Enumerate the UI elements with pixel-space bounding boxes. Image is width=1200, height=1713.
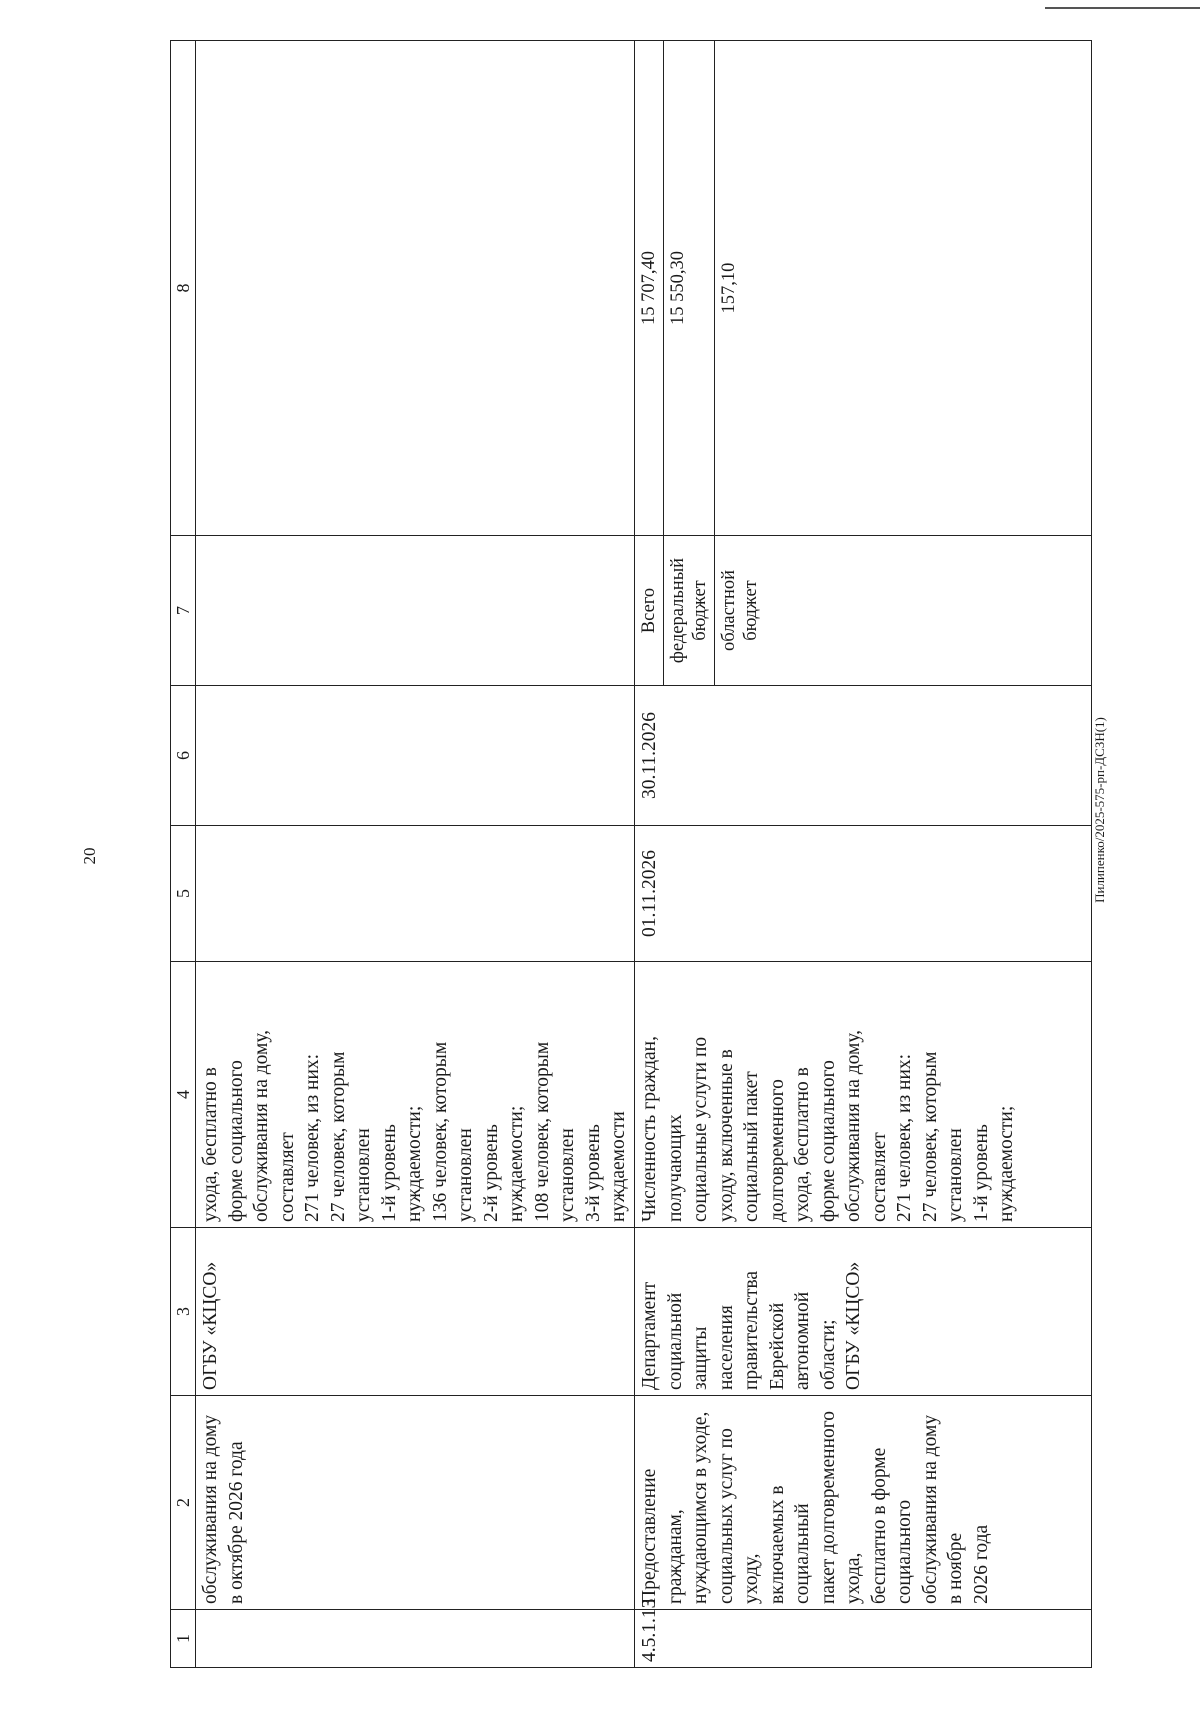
item-number-cell: 4.5.1.13: [635, 1610, 1092, 1668]
column-number: 5: [171, 826, 196, 962]
funding-source-cell: [196, 536, 635, 686]
funding-amount: 15 550,30: [664, 41, 715, 535]
page-number: 20: [80, 847, 99, 865]
end-date-cell: [196, 686, 635, 826]
funding-amount: 15 707,40: [639, 251, 659, 325]
result-cell: Численность граждан, получающих социальные услуги по уходу, включенные в социальный пакет долговременного ухода, бесплатно в форме социального обслуживания на дому, составляет 271 человек, из них: 27 человек, которым установлен 1-й уровень нуждаемости;: [635, 962, 1092, 1228]
column-number: 3: [171, 1228, 196, 1396]
funding-source: федеральный бюджет: [664, 536, 715, 685]
start-date-cell: [196, 826, 635, 962]
column-number-row: [171, 41, 196, 1668]
activity-name-cell: обслуживания на дому в октябре 2026 года: [196, 1396, 635, 1610]
plan-table: [170, 40, 1092, 1668]
table-row-continued: [196, 41, 635, 1668]
column-number: 1: [171, 1610, 196, 1668]
responsible-cell: Департамент социальной защиты населения правительства Еврейской автономной области; ОГБУ «КЦСО»: [635, 1228, 1092, 1396]
responsible-cell: ОГБУ «КЦСО»: [196, 1228, 635, 1396]
funding-source-cell: [635, 536, 1092, 686]
activity-name-cell: Предоставление гражданам, нуждающимся в уходе, социальных услуг по уходу, включаемых в социальный пакет долговременного ухода, бесплатно в форме социального обслуживания на дому в ноябре 2026 года: [635, 1396, 1092, 1610]
funding-source: областной бюджет: [715, 536, 766, 685]
column-number: 8: [171, 41, 196, 536]
column-number: 2: [171, 1396, 196, 1610]
funding-amount: 157,10: [715, 41, 744, 535]
scan-edge-line: [1045, 7, 1200, 9]
end-date-cell: 30.11.2026: [635, 686, 1092, 826]
start-date-cell: 01.11.2026: [635, 826, 1092, 962]
column-number: 7: [171, 536, 196, 686]
funding-source: Всего: [639, 587, 659, 634]
document-code: Пилипенко/2025-575-рп-ДСЗН(1): [1092, 717, 1107, 903]
table-row-4-5-1-13: [635, 41, 1092, 1668]
item-number-cell: [196, 1610, 635, 1668]
rotated-table-sheet: [170, 40, 1092, 1668]
result-cell: ухода, бесплатно в форме социального обслуживания на дому, составляет 271 человек, из них: 27 человек, которым установлен 1-й уровень нуждаемости; 136 человек, которым установлен 2-й уровень нуждаемости; 108 человек, которым установлен 3-й уровень нуждаемости: [196, 962, 635, 1228]
column-number: 6: [171, 686, 196, 826]
amount-cell: [635, 41, 1092, 536]
amount-cell: [196, 41, 635, 536]
funding-amount-list: [635, 41, 743, 535]
column-number: 4: [171, 962, 196, 1228]
funding-source-list: [635, 536, 765, 685]
